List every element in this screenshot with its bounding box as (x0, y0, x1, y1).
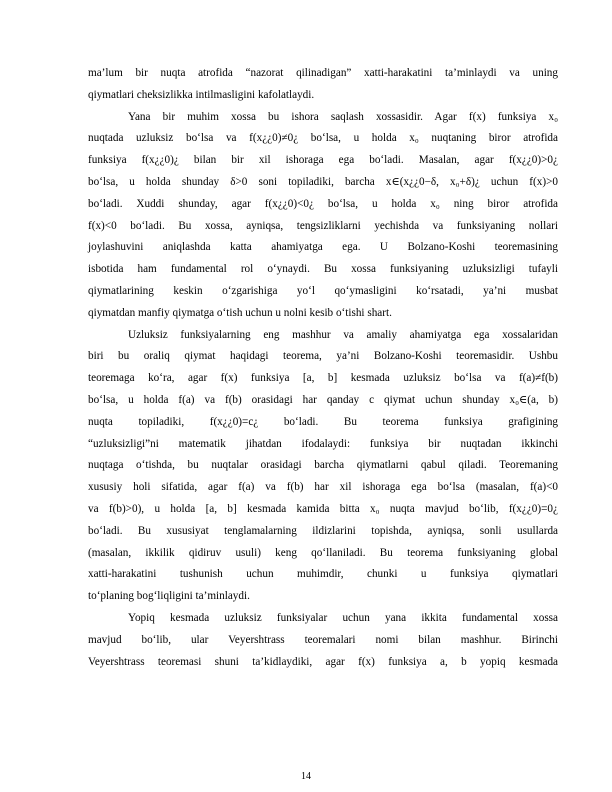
text-line: (masalan, ikkilik qidiruv usuli) keng qo‘llaniladi. Bu teorema funksiyaning global (88, 546, 558, 559)
text-line: f(x)<0 bo‘ladi. Bu xossa, ayniqsa, tengsizliklarni yechishda va funksiyaning nollari (88, 219, 558, 232)
text-line: qiymatlarining keskin o‘zgarishiga yo‘l qo‘ymasligini ko‘rsatadi, ya’ni musbat (88, 285, 558, 297)
text-line: Uzluksiz funksiyalarning eng mashhur va amaliy ahamiyatga ega xossalaridan (128, 328, 558, 341)
text-line: xatti-harakatini tushunish uchun muhimdir, chunki u funksiya qiymatlari (88, 568, 558, 581)
text-line: bo‘lsa, u holda shunday δ>0 soni topiladiki, barcha x∈(x¿¿0−δ, x₀+δ)¿ uchun f(x)>0 (88, 176, 558, 188)
text-line: qiymatdan manfiy qiymatga o‘tish uchun u nolni kesib o‘tishi shart. (88, 306, 392, 319)
text-line: isbotida ham fundamental rol o‘ynaydi. Bu xossa funksiyaning uzluksizligi tufayli (88, 263, 558, 276)
text-line: Veyershtrass teoremasi shuni ta’kidlaydiki, agar f(x) funksiya a, b yopiq kesmada (88, 655, 558, 668)
text-line: joylashuvini aniqlashda katta ahamiyatga ega. U Bolzano-Koshi teoremasining (88, 241, 558, 254)
text-line: nuqta topiladiki, f(x¿¿0)=c¿ bo‘ladi. Bu teorema funksiya grafigining (88, 415, 558, 428)
text-line: to‘planing bog‘liqligini ta’minlaydi. (88, 590, 250, 603)
text-line: teoremaga ko‘ra, agar f(x) funksiya [a, b] kesmada uzluksiz bo‘lsa va f(a)≠f(b) (88, 372, 558, 385)
text-line: bo‘ladi. Xuddi shunday, agar f(x¿¿0)<0¿ bo‘lsa, u holda x₀ ning biror atrofida (88, 197, 558, 210)
text-line: Yopiq kesmada uzluksiz funksiyalar uchun yana ikkita fundamental xossa (128, 612, 558, 624)
text-line: va f(b)>0), u holda [a, b] kesmada kamida bitta x₀ nuqta mavjud bo‘lib, f(x¿¿0)=0¿ (88, 503, 558, 515)
text-line: qiymatlari cheksizlikka intilmasligini kafolatlaydi. (88, 88, 315, 101)
text-line: funksiya f(x¿¿0)¿ bilan bir xil ishoraga ega bo‘ladi. Masalan, agar f(x¿¿0)>0¿ (88, 154, 558, 167)
text-line: bo‘ladi. Bu xususiyat tenglamalarning ildizlarini topishda, ayniqsa, sonli usullarda (88, 524, 558, 537)
text-line: nuqtada uzluksiz bo‘lsa va f(x¿¿0)≠0¿ bo‘lsa, u holda x₀ nuqtaning biror atrofida (88, 132, 558, 145)
text-line: nuqtaga o‘tishda, bu nuqtalar orasidagi barcha qiymatlarni qabul qiladi. Teoremaning (88, 459, 558, 472)
text-line: bo‘lsa, u holda f(a) va f(b) orasidagi har qanday c qiymat uchun shunday x₀∈(a, b) (88, 394, 558, 406)
text-line: biri bu oraliq qiymat haqidagi teorema, ya’ni Bolzano-Koshi teoremasidir. Ushbu (88, 350, 558, 363)
text-line: xususiy holi sifatida, agar f(a) va f(b) har xil ishoraga ega bo‘lsa (masalan, f(a)<0 (88, 481, 558, 494)
text-line: ma’lum bir nuqta atrofida “nazorat qilinadigan” xatti-harakatini ta’minlaydi va uning (88, 67, 558, 79)
page-number: 14 (301, 771, 311, 782)
text-line: mavjud bo‘lib, ular Veyershtrass teoremalari nomi bilan mashhur. Birinchi (88, 633, 558, 646)
text-line: “uzluksizligi”ni matematik jihatdan ifodalaydi: funksiya bir nuqtadan ikkinchi (88, 437, 558, 450)
text-line: Yana bir muhim xossa bu ishora saqlash xossasidir. Agar f(x) funksiya x₀ (128, 110, 558, 123)
